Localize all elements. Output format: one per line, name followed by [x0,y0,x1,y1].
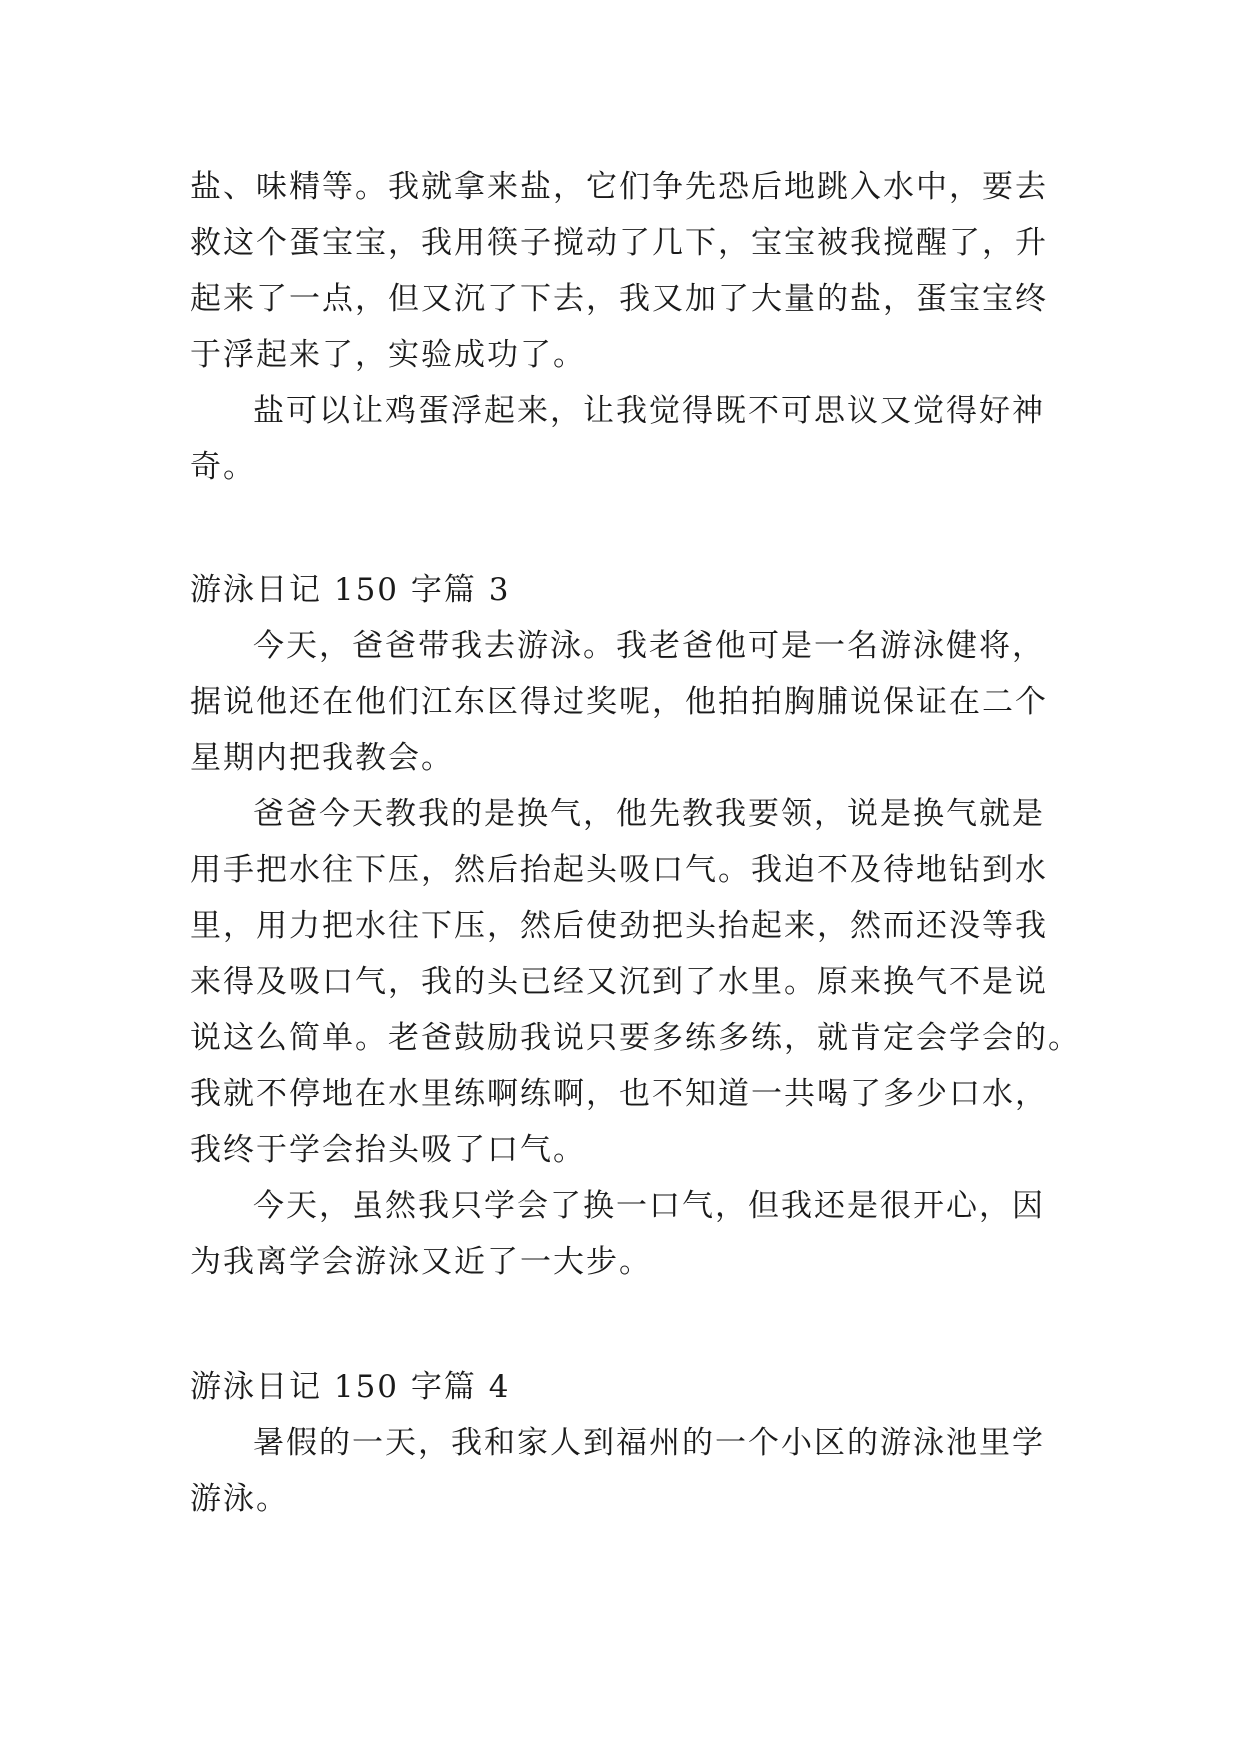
paragraph-line: 据说他还在他们江东区得过奖呢，他拍拍胸脯说保证在二个 [190,684,1048,720]
paragraph-line: 我就不停地在水里练啊练啊，也不知道一共喝了多少口水， [190,1076,1048,1112]
paragraph-line: 来得及吸口气，我的头已经又沉到了水里。原来换气不是说 [190,964,1048,1000]
paragraph-line: 盐、味精等。我就拿来盐，它们争先恐后地跳入水中，要去 [190,169,1048,205]
paragraph-line: 起来了一点，但又沉了下去，我又加了大量的盐，蛋宝宝终 [190,281,1048,317]
section-heading: 游泳日记 150 字篇 3 [190,572,511,608]
paragraph-line: 爸爸今天教我的是换气，他先教我要领，说是换气就是 [253,796,1045,832]
paragraph-line: 用手把水往下压，然后抬起头吸口气。我迫不及待地钻到水 [190,852,1048,888]
paragraph-line: 今天，爸爸带我去游泳。我老爸他可是一名游泳健将， [253,628,1045,664]
paragraph-line: 为我离学会游泳又近了一大步。 [190,1244,652,1280]
paragraph-line: 我终于学会抬头吸了口气。 [190,1132,586,1168]
paragraph-line: 于浮起来了，实验成功了。 [190,337,586,373]
section-heading: 游泳日记 150 字篇 4 [190,1369,511,1405]
paragraph-line: 救这个蛋宝宝，我用筷子搅动了几下，宝宝被我搅醒了，升 [190,225,1048,261]
paragraph-line: 星期内把我教会。 [190,740,454,776]
paragraph-line: 今天，虽然我只学会了换一口气，但我还是很开心，因 [253,1188,1045,1224]
paragraph-line: 盐可以让鸡蛋浮起来，让我觉得既不可思议又觉得好神 [253,393,1045,429]
paragraph-line: 游泳。 [190,1481,289,1517]
paragraph-line: 说这么简单。老爸鼓励我说只要多练多练，就肯定会学会的。 [190,1020,1081,1056]
paragraph-line: 里，用力把水往下压，然后使劲把头抬起来，然而还没等我 [190,908,1048,944]
paragraph-line: 暑假的一天，我和家人到福州的一个小区的游泳池里学 [253,1425,1045,1461]
paragraph-line: 奇。 [190,449,256,485]
